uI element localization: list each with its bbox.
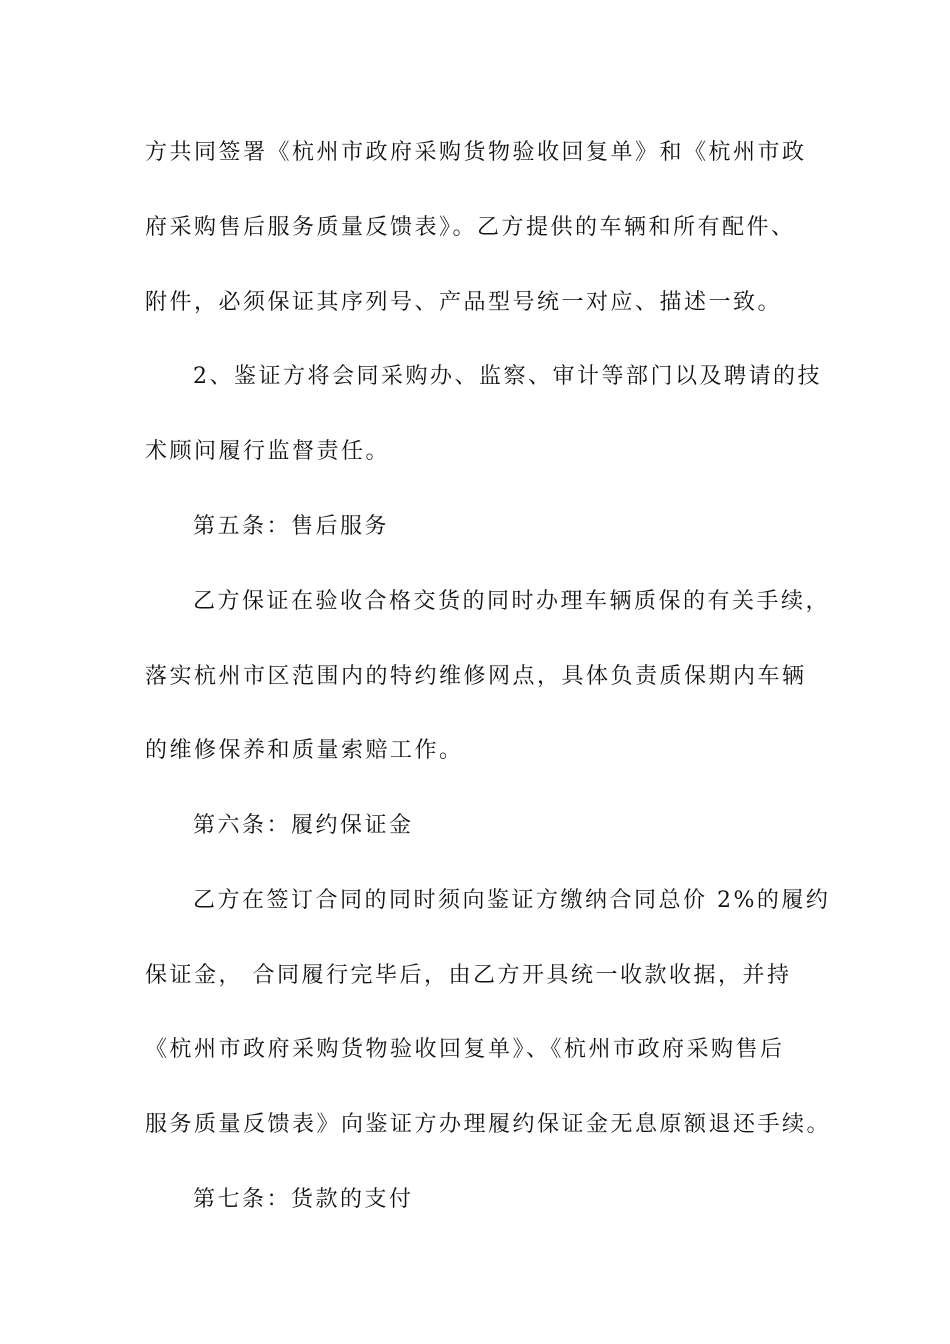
body-text-line: 《杭州市政府采购货物验收回复单》、《杭州市政府采购售后: [145, 1037, 785, 1062]
body-text-line: 府采购售后服务质量反馈表》。乙方提供的车辆和所有配件、: [145, 215, 796, 240]
body-text-line: 乙方保证在验收合格交货的同时办理车辆质保的有关手续，: [193, 589, 831, 614]
body-text-line: 的维修保养和质量索赔工作。: [145, 738, 464, 763]
body-text-line: 乙方在签订合同的同时须向鉴证方缴纳合同总价 2%的履约: [193, 888, 831, 913]
body-text-line: 方共同签署《杭州市政府采购货物验收回复单》和《杭州市政: [145, 140, 807, 165]
body-text-line: 附件，必须保证其序列号、产品型号统一对应、描述一致。: [145, 290, 783, 315]
body-text-line: 保证金， 合同履行完毕后，由乙方开具统一收款收据，并持: [145, 963, 792, 988]
body-text-line: 服务质量反馈表》向鉴证方办理履约保证金无息原额退还手续。: [145, 1112, 832, 1137]
section-heading: 第七条：货款的支付: [193, 1187, 414, 1212]
body-text-line: 2、鉴证方将会同采购办、监察、审计等部门以及聘请的技: [193, 364, 822, 389]
section-heading: 第五条：售后服务: [193, 514, 390, 539]
body-text-line: 术顾问履行监督责任。: [145, 439, 391, 464]
body-text-line: 落实杭州市区范围内的特约维修网点，具体负责质保期内车辆: [145, 664, 807, 689]
section-heading: 第六条：履约保证金: [193, 813, 414, 838]
